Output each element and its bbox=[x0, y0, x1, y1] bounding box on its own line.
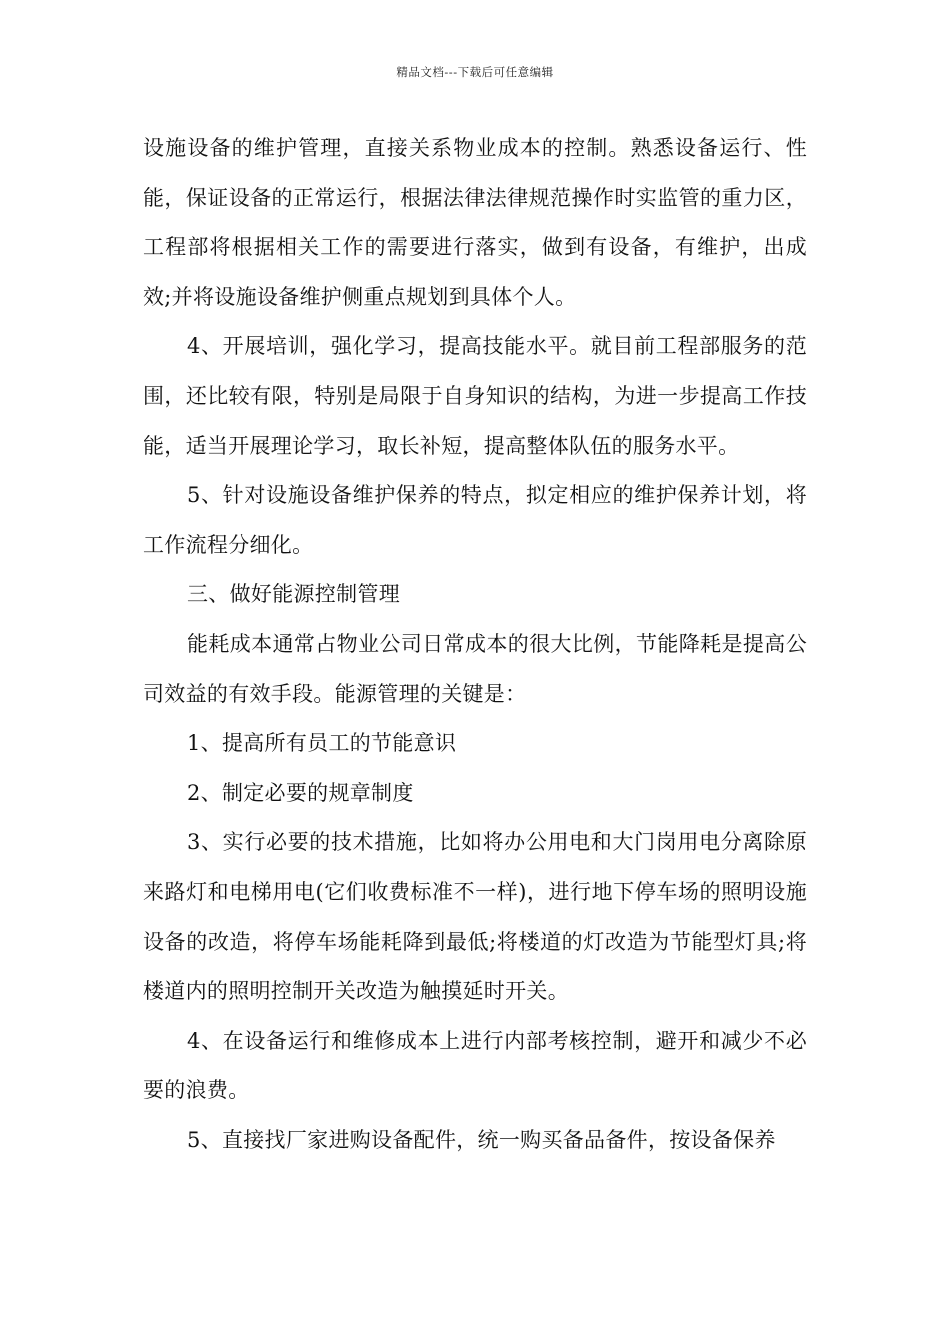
list-item: 5、直接找厂家进购设备配件，统一购买备品备件，按设备保养 bbox=[187, 1127, 776, 1152]
list-item: 1、提高所有员工的节能意识 bbox=[187, 731, 457, 756]
paragraph: 设施设备的维护管理，直接关系物业成本的控制。熟悉设备运行、性能，保证设备的正常运行，根据法律法律规范操作时实监管的重力区，工程部将根据相关工作的需要进行落实，做到有设备，有维护，出成效;并将设施设备维护侧重点规划到具体个人。 bbox=[143, 136, 807, 309]
page-header: 精品文档---下载后可任意编辑 bbox=[396, 65, 554, 79]
paragraph: 5、针对设施设备维护保养的特点，拟定相应的维护保养计划，将工作流程分细化。 bbox=[143, 483, 807, 557]
list-item: 4、在设备运行和维修成本上进行内部考核控制，避开和减少不必要的浪费。 bbox=[143, 1028, 807, 1103]
list-item: 3、实行必要的技术措施，比如将办公用电和大门岗用电分离除原来路灯和电梯用电(它们收费标准不一样)，进行地下停车场的照明设施设备的改造，将停车场能耗降到最低;将楼道的灯改造为节能型灯具;将楼道内的照明控制开关改造为触摸延时开关。 bbox=[143, 830, 807, 1004]
list-item: 2、制定必要的规章制度 bbox=[187, 780, 414, 805]
document-body bbox=[143, 124, 807, 1165]
paragraph: 4、开展培训，强化学习，提高技能水平。就目前工程部服务的范围，还比较有限，特别是局限于自身知识的结构，为进一步提高工作技能，适当开展理论学习，取长补短，提高整体队伍的服务水平。 bbox=[143, 334, 807, 458]
section-heading: 三、做好能源控制管理 bbox=[187, 582, 400, 607]
paragraph: 能耗成本通常占物业公司日常成本的很大比例，节能降耗是提高公司效益的有效手段。能源管理的关键是： bbox=[143, 631, 807, 706]
